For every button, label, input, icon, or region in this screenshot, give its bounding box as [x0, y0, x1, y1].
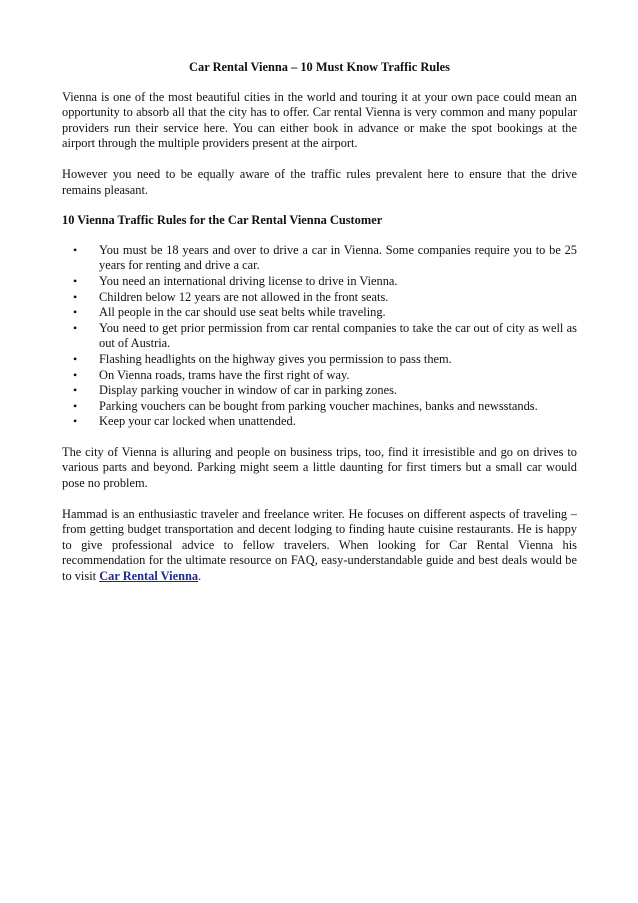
intro-paragraph: Vienna is one of the most beautiful cities in the world and touring it at your own pace could mean an opportunity to absorb all that the city has to offer. Car rental Vienna is very common and many popular providers run their service here. You can either book in advance or make the spot bookings at the airport through the multiple providers present at the airport.: [62, 89, 577, 151]
bullet-icon: •: [73, 383, 78, 398]
rule-item: [62, 290, 577, 306]
rule-text: All people in the car should use seat belts while traveling.: [99, 305, 386, 320]
rule-text: On Vienna roads, trams have the first right of way.: [99, 367, 350, 382]
bullet-icon: •: [73, 273, 78, 288]
bullet-icon: •: [73, 398, 78, 413]
author-bio-paragraph: [62, 507, 577, 585]
rule-text: You need an international driving license to drive in Vienna.: [99, 273, 398, 288]
rule-text: Display parking voucher in window of car in parking zones.: [99, 383, 397, 398]
document-page: [62, 60, 577, 600]
rule-item: [62, 399, 577, 415]
rule-item: [62, 368, 577, 384]
bullet-icon: •: [73, 305, 78, 320]
rule-item: [62, 383, 577, 399]
bullet-icon: •: [73, 242, 78, 257]
rule-item: [62, 274, 577, 290]
closing-paragraph: The city of Vienna is alluring and people on business trips, too, find it irresistible and go on drives to various parts and beyond. Parking might seem a little daunting for first timers but a small car would pose no problem.: [62, 444, 577, 491]
car-rental-vienna-link[interactable]: Car Rental Vienna: [99, 569, 199, 584]
rules-list: [62, 243, 577, 430]
rule-text: Children below 12 years are not allowed in the front seats.: [99, 289, 389, 304]
rule-item: [62, 305, 577, 321]
author-bio-text: Hammad is an enthusiastic traveler and freelance writer. He focuses on different aspects of traveling – from getting budget transportation and decent lodging to finding haute cuisine restaurants. He is happy to give professional advice to fellow travelers. When looking for Car Rental Vienna his recommendation for the ultimate resource on FAQ, easy-understandable guide and best deals would be to visit: [62, 506, 577, 584]
bullet-icon: •: [73, 367, 78, 382]
rule-text: You need to get prior permission from car rental companies to take the car out of city as well as out of Austria.: [99, 320, 577, 351]
rule-text: Keep your car locked when unattended.: [99, 414, 296, 429]
link-trailing-period: .: [198, 569, 202, 584]
rule-text: Parking vouchers can be bought from parking voucher machines, banks and newsstands.: [99, 398, 538, 413]
bullet-icon: •: [73, 414, 78, 429]
rules-heading: 10 Vienna Traffic Rules for the Car Rental Vienna Customer: [62, 213, 383, 228]
bullet-icon: •: [73, 289, 78, 304]
bullet-icon: •: [73, 320, 78, 335]
awareness-paragraph: However you need to be equally aware of the traffic rules prevalent here to ensure that the drive remains pleasant.: [62, 166, 577, 197]
rule-item: [62, 321, 577, 352]
rule-text: You must be 18 years and over to drive a car in Vienna. Some companies require you to be 25 years for renting and drive a car.: [99, 242, 577, 273]
rule-item: [62, 414, 577, 430]
bullet-icon: •: [73, 351, 78, 366]
rule-item: [62, 243, 577, 274]
rule-text: Flashing headlights on the highway gives you permission to pass them.: [99, 351, 452, 366]
document-title: Car Rental Vienna – 10 Must Know Traffic Rules: [189, 60, 450, 74]
rule-item: [62, 352, 577, 368]
